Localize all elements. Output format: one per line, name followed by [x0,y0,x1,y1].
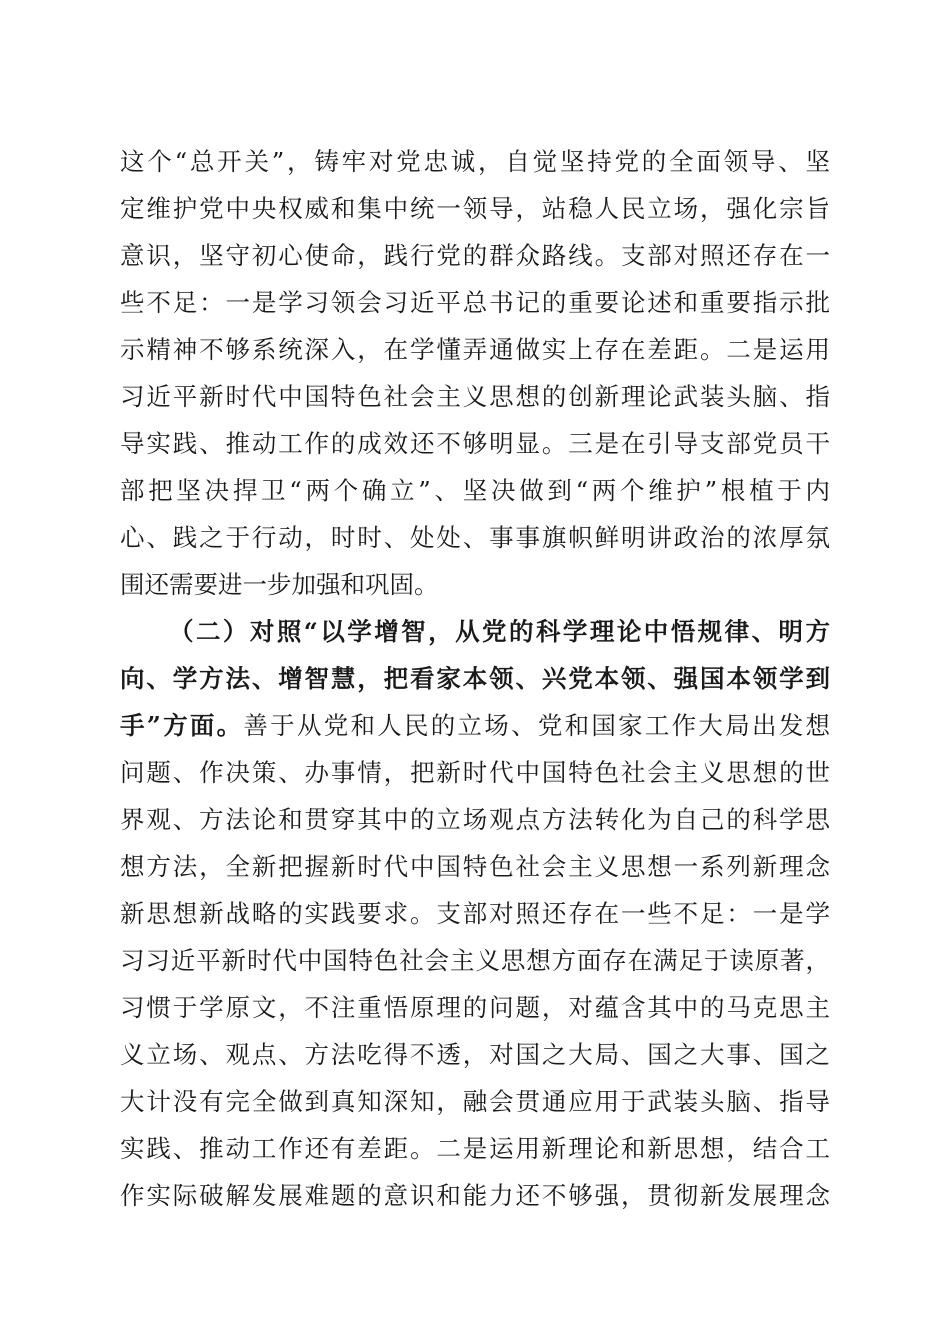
paragraph-2-line-8: 习习近平新时代中国特色社会主义思想方面存在满足于读原著， [120,946,830,975]
paragraph-1-line-4: 些不足：一是学习领会习近平总书记的重要论述和重要指示批 [120,288,830,317]
paragraph-1-line-8: 部把坚决捍卫“两个确立”、坚决做到“两个维护”根植于内 [120,476,830,505]
paragraph-1-line-3: 意识，坚守初心使命，践行党的群众路线。支部对照还存在一 [120,241,830,270]
paragraph-1-line-9: 心、践之于行动，时时、处处、事事旗帜鲜明讲政治的浓厚氛 [120,523,830,552]
paragraph-1-line-2: 定维护党中央权威和集中统一领导，站稳人民立场，强化宗旨 [120,194,830,223]
paragraph-1-line-7: 导实践、推动工作的成效还不够明显。三是在引导支部党员干 [120,429,830,458]
paragraph-2-line-13: 作实际破解发展难题的意识和能力还不够强，贯彻新发展理念 [120,1181,830,1210]
paragraph-2-line-4: 问题、作决策、办事情，把新时代中国特色社会主义思想的世 [120,758,830,787]
section-2-heading-line-2: 向、学方法、增智慧，把看家本领、兴党本领、强国本领学到 [120,664,830,693]
section-2-line-3 [120,710,830,742]
paragraph-1-line-10: 围还需要进一步加强和巩固。 [120,570,439,599]
paragraph-2-line-7: 新思想新战略的实践要求。支部对照还存在一些不足：一是学 [120,899,830,928]
paragraph-2-line-11: 大计没有完全做到真知深知，融会贯通应用于武装头脑、指导 [120,1087,830,1116]
section-2-heading-line-3: 手”方面。 [120,711,244,740]
paragraph-1-line-1: 这个“总开关”，铸牢对党忠诚，自觉坚持党的全面领导、坚 [120,147,830,176]
section-2-heading-line-1: （二）对照“以学增智，从党的科学理论中悟规律、明方 [169,617,830,646]
paragraph-2-line-9: 习惯于学原文，不注重悟原理的问题，对蕴含其中的马克思主 [120,993,830,1022]
paragraph-2-line-5: 界观、方法论和贯穿其中的立场观点方法转化为自己的科学思 [120,805,830,834]
paragraph-1-line-5: 示精神不够系统深入，在学懂弄通做实上存在差距。二是运用 [120,335,830,364]
paragraph-2-line-10: 义立场、观点、方法吃得不透，对国之大局、国之大事、国之 [120,1040,830,1069]
paragraph-2-line-12: 实践、推动工作还有差距。二是运用新理论和新思想，结合工 [120,1134,830,1163]
section-2-body-start: 善于从党和人民的立场、党和国家工作大局出发想 [243,711,830,740]
paragraph-1-line-6: 习近平新时代中国特色社会主义思想的创新理论武装头脑、指 [120,382,830,411]
paragraph-2-line-6: 想方法，全新把握新时代中国特色社会主义思想一系列新理念 [120,852,830,881]
